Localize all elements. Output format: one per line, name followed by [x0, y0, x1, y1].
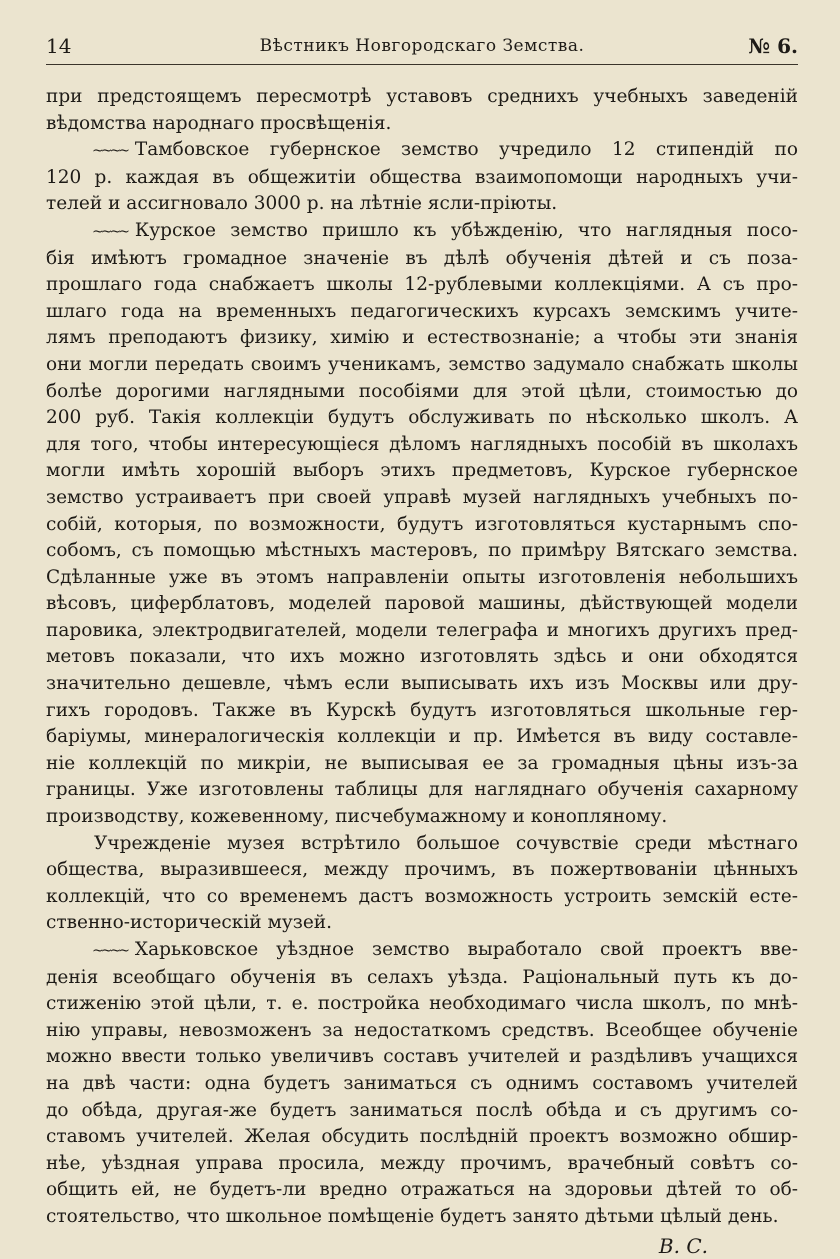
line-text: метовъ показали, что ихъ можно изготовлять здѣсь и они обходятся: [46, 646, 798, 668]
line-text: общества, выразившееся, между прочимъ, въ пожертвованіи цѣнныхъ: [46, 859, 798, 881]
line-text: производству, кожевенному, писчебумажному и конопляному.: [46, 806, 668, 828]
article-body: [46, 84, 798, 1259]
page-number: 14: [46, 34, 72, 58]
text-line: [46, 191, 798, 218]
line-text: болѣе дорогими наглядными пособіями для этой цѣли, стоимостью до: [46, 380, 798, 402]
text-line: [46, 432, 798, 459]
text-line: [46, 591, 798, 618]
line-text: собій, которыя, по возможности, будутъ изготовляться кустарнымъ спо-: [46, 513, 798, 535]
dash-ornament: ~~~~: [92, 943, 127, 959]
line-text: земство устраиваетъ при своей управѣ музей наглядныхъ учебныхъ по-: [46, 486, 798, 508]
text-line: [46, 218, 798, 246]
line-text: стоятельство, что школьное помѣщеніе будетъ занято дѣтьми цѣлый день.: [46, 1205, 779, 1227]
text-line: [46, 857, 798, 884]
text-line: [46, 910, 798, 937]
text-line: [46, 165, 798, 192]
text-line: [46, 565, 798, 592]
text-line: [46, 671, 798, 698]
line-text: денія всеобщаго обученія въ селахъ уѣзда. Раціональный путь къ до-: [46, 966, 798, 988]
text-line: [46, 618, 798, 645]
line-text: коллекцій, что со временемъ дастъ возможность устроить земскій есте-: [46, 885, 798, 907]
signature: В. С.: [658, 1233, 708, 1258]
text-line: [46, 379, 798, 406]
line-text: паровика, электродвигателей, модели телеграфа и многихъ другихъ пред-: [46, 619, 798, 641]
text-line: [46, 937, 798, 965]
paragraph: [46, 137, 798, 218]
text-line: [46, 751, 798, 778]
text-line: [46, 1071, 798, 1098]
text-line: [46, 84, 798, 111]
line-text: ственно-историческій музей.: [46, 912, 333, 934]
line-text: вѣдомства народнаго просвѣщенія.: [46, 112, 392, 134]
line-text: при предстоящемъ пересмотрѣ уставовъ среднихъ учебныхъ заведеній: [46, 86, 798, 107]
line-text: Курское земство пришло къ убѣжденію, что наглядныя посо-: [134, 219, 798, 241]
text-line: [46, 299, 798, 326]
text-line: [46, 1098, 798, 1125]
text-line: [46, 458, 798, 485]
line-text: стиженію этой цѣли, т. е. постройка необходимаго числа школъ, по мнѣ-: [46, 993, 798, 1015]
text-line: [46, 1124, 798, 1151]
text-line: [46, 991, 798, 1018]
text-line: [46, 1018, 798, 1045]
line-text: шлаго года на временныхъ педагогическихъ курсахъ земскимъ учите-: [46, 300, 798, 322]
line-text: 200 руб. Такія коллекціи будутъ обслуживать по нѣсколько школъ. А: [46, 407, 798, 429]
line-text: баріумы, минералогическія коллекціи и пр. Имѣется въ виду составле-: [46, 726, 798, 748]
text-line: [46, 246, 798, 273]
line-text: Сдѣланные уже въ этомъ направленіи опыты изготовленія небольшихъ: [46, 566, 798, 588]
line-text: Тамбовское губернское земство учредило 12 стипендій по: [134, 139, 798, 161]
text-line: [46, 1177, 798, 1204]
line-text: нѣе, уѣздная управа просила, между прочимъ, врачебный совѣтъ со-: [46, 1152, 798, 1174]
line-text: они могли передать своимъ ученикамъ, земство задумало снабжать школы: [46, 353, 798, 375]
text-line: [46, 352, 798, 379]
text-line: [46, 1044, 798, 1071]
line-text: собомъ, съ помощью мѣстныхъ мастеровъ, по примѣру Вятскаго земства.: [46, 540, 798, 562]
line-text: Учрежденіе музея встрѣтило большое сочувствіе среди мѣстнаго: [94, 832, 798, 854]
text-line: [46, 644, 798, 671]
line-text: ставомъ учителей. Желая обсудить послѣдній проектъ возможно обшир-: [46, 1126, 798, 1148]
text-line: [46, 777, 798, 804]
line-text: для того, чтобы интересующіеся дѣломъ наглядныхъ пособій въ школахъ: [46, 433, 798, 455]
paragraph: [46, 937, 798, 1231]
text-line: [46, 831, 798, 858]
dash-ornament: ~~~~: [92, 143, 127, 160]
text-line: [46, 405, 798, 432]
line-text: нію управы, невозможенъ за недостаткомъ средствъ. Всеобщее обученіе: [46, 1019, 798, 1041]
line-text: до обѣда, другая-же будетъ заниматься послѣ обѣда и съ другимъ со-: [46, 1099, 798, 1121]
text-line: [46, 325, 798, 352]
text-line: [46, 111, 798, 138]
line-text: ніе коллекцій по микріи, не выписывая ее за громадныя цѣны изъ-за: [46, 752, 798, 774]
line-text: бія имѣютъ громадное значеніе въ дѣлѣ обученія дѣтей и съ поза-: [46, 247, 798, 269]
line-text: на двѣ части: одна будетъ заниматься съ однимъ составомъ учителей: [46, 1072, 798, 1094]
text-line: [46, 884, 798, 911]
line-text: общить ей, не будетъ-ли вредно отражаться на здоровьи дѣтей то об-: [46, 1179, 798, 1201]
text-line: [46, 538, 798, 565]
paragraph: [46, 831, 798, 937]
issue-number: № 6.: [748, 34, 798, 58]
running-title: Вѣстникъ Новгородскаго Земства.: [259, 36, 585, 56]
line-text: могли имѣть хорошій выборъ этихъ предметовъ, Курское губернское: [46, 460, 798, 482]
paragraph: [46, 84, 798, 137]
text-line: [46, 137, 798, 165]
line-text: Харьковское уѣздное земство выработало свой проектъ вве-: [134, 939, 798, 960]
text-line: [46, 485, 798, 512]
text-line: [46, 965, 798, 992]
text-line: [46, 698, 798, 725]
line-text: прошлаго года снабжаетъ школы 12-рублевыми коллекціями. А съ про-: [46, 274, 798, 296]
dash-ornament: ~~~~: [92, 223, 127, 240]
running-header: [46, 30, 798, 65]
text-line: [46, 804, 798, 831]
line-text: 120 р. каждая въ общежитіи общества взаимопомощи народныхъ учи-: [46, 166, 798, 188]
text-line: [46, 724, 798, 751]
text-line: [46, 1204, 798, 1231]
text-line: [46, 272, 798, 299]
line-text: можно ввести только увеличивъ составъ учителей и раздѣливъ учащихся: [46, 1046, 798, 1068]
line-text: значительно дешевле, чѣмъ если выписывать ихъ изъ Москвы или дру-: [46, 673, 798, 695]
paragraph: [46, 218, 798, 831]
line-text: гихъ городовъ. Также въ Курскѣ будутъ изготовляться школьные гер-: [46, 699, 798, 721]
line-text: телей и ассигновало 3000 р. на лѣтніе ясли-пріюты.: [46, 193, 558, 215]
line-text: границы. Уже изготовлены таблицы для нагляднаго обученія сахарному: [46, 779, 798, 801]
text-line: [46, 1151, 798, 1178]
text-line: [46, 512, 798, 539]
line-text: вѣсовъ, циферблатовъ, моделей паровой машины, дѣйствующей модели: [46, 593, 798, 615]
line-text: лямъ преподаютъ физику, химію и естествознаніе; а чтобы эти знанія: [46, 327, 798, 349]
